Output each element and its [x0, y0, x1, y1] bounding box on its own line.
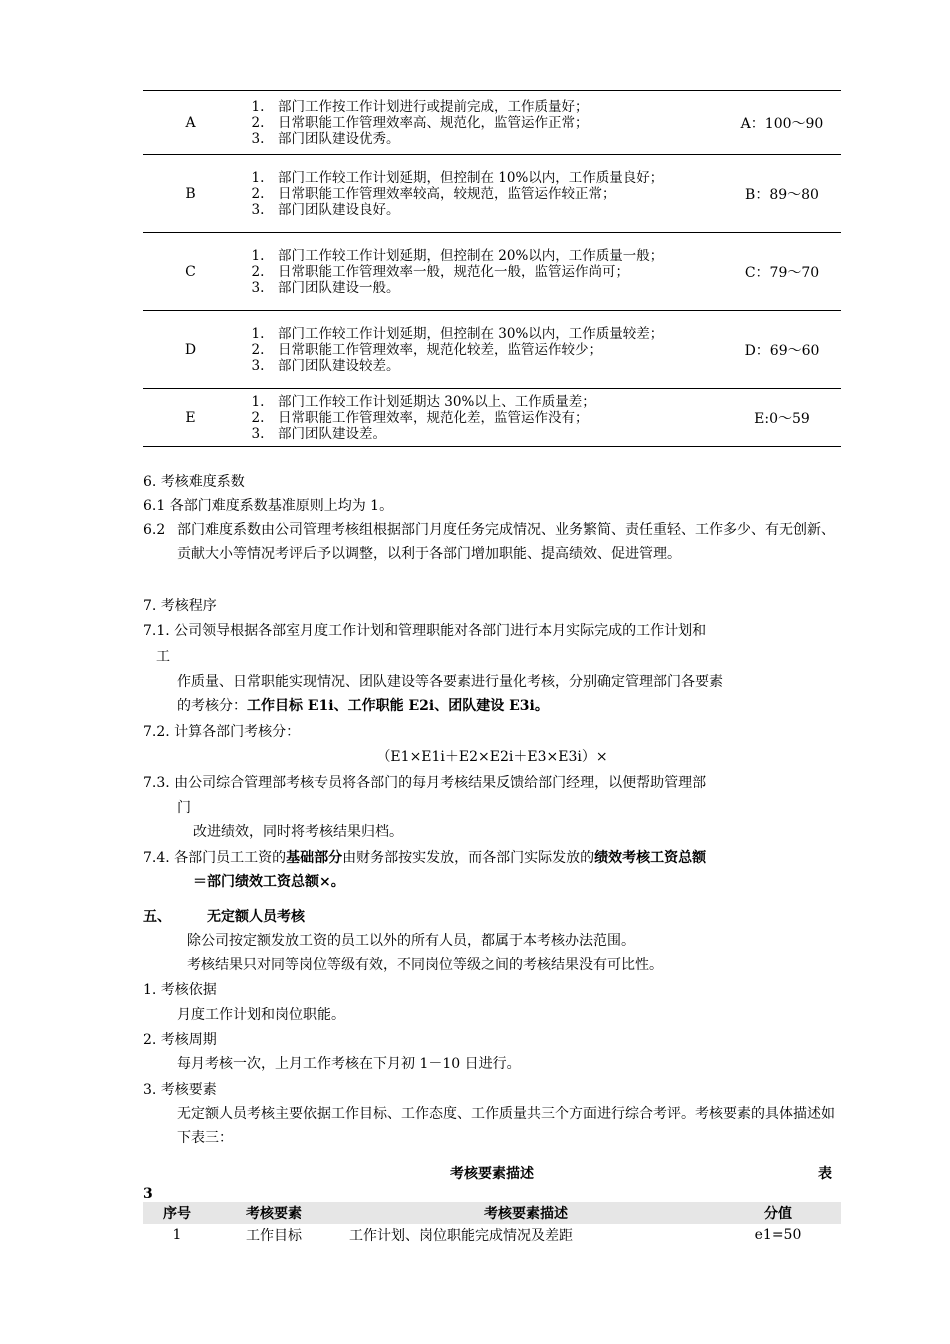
list-item: [238, 99, 723, 115]
sec7-title: 7. 考核程序: [143, 598, 217, 614]
item-number: 1.: [251, 393, 265, 410]
sec7-p4-b: ＝部门绩效工资总额×。: [193, 874, 345, 890]
grade-row: [143, 233, 841, 311]
item-number: 3.: [251, 279, 265, 296]
sec7-formula: （E1×E1i＋E2×E2i＋E3×E3i）×: [376, 749, 608, 765]
item-number: 3.: [251, 201, 265, 218]
grade-letter: B: [143, 155, 238, 233]
item-text: 部门工作较工作计划延期，但控制在 10%以内，工作质量良好；: [278, 169, 664, 186]
item-text: 部门团队建设一般。: [278, 279, 400, 296]
item-text: 部门团队建设优秀。: [278, 130, 400, 147]
item-text: 部门团队建设较差。: [278, 357, 400, 374]
sec5-i1-title: 1. 考核依据: [143, 982, 217, 998]
list-item: [238, 394, 723, 410]
sec5-i3-title: 3. 考核要素: [143, 1082, 217, 1098]
sec7-p1-a: 7.1. 公司领导根据各部室月度工作计划和管理职能对各部门进行本月实际完成的工作计划和: [143, 623, 707, 639]
table3-caption: 考核要素描述: [450, 1166, 534, 1182]
list-item: [238, 358, 723, 374]
list-item: [238, 115, 723, 131]
item-text: 日常职能工作管理效率较高，较规范，监管运作较正常；: [278, 185, 616, 202]
sec6-title: 6. 考核难度系数: [143, 474, 245, 490]
sec5-p2: 考核结果只对同等岗位等级有效，不同岗位等级之间的考核结果没有可比性。: [187, 957, 663, 973]
table3-cell: e1=50: [754, 1227, 802, 1243]
table3-header-cell: 序号: [143, 1202, 211, 1224]
grade-row: [143, 389, 841, 447]
grade-letter: E: [143, 389, 238, 447]
grade-items: [238, 311, 723, 389]
item-number: 1.: [251, 169, 265, 186]
list-item: [238, 131, 723, 147]
list-item: [238, 410, 723, 426]
item-number: 2.: [251, 114, 265, 131]
item-text: 日常职能工作管理效率高、规范化，监管运作正常；: [278, 114, 589, 131]
list-item: [238, 264, 723, 280]
grade-row: [143, 91, 841, 155]
list-item: [238, 248, 723, 264]
item-text: 部门工作较工作计划延期，但控制在 20%以内，工作质量一般；: [278, 247, 664, 264]
table3-cell: 工作目标: [246, 1228, 302, 1244]
list-item: [238, 170, 723, 186]
sec7-p1-d: 的考核分：工作目标 E1i、工作职能 E2i、团队建设 E3i。: [177, 698, 549, 714]
list-item: [238, 426, 723, 442]
item-number: 1.: [251, 325, 265, 342]
sec7-p3-c: 改进绩效，同时将考核结果归档。: [193, 824, 403, 840]
grade-items: [238, 233, 723, 311]
list-item: [238, 280, 723, 296]
item-number: 2.: [251, 341, 265, 358]
item-number: 1.: [251, 98, 265, 115]
table3-header: [143, 1202, 841, 1224]
sec5-i3-text: 无定额人员考核主要依据工作目标、工作态度、工作质量共三个方面进行综合考评。考核要素的具体描述如下表三：: [177, 1106, 835, 1146]
sec6-p2-text: 部门难度系数由公司管理考核组根据部门月度任务完成情况、业务繁简、责任重轻、工作多少、有无创新、贡献大小等情况考评后予以调整，以利于各部门增加职能、提高绩效、促进管理。: [177, 522, 835, 562]
item-number: 3.: [251, 130, 265, 147]
item-text: 部门工作较工作计划延期，但控制在 30%以内，工作质量较差；: [278, 325, 664, 342]
grade-score: E:0～59: [723, 389, 841, 447]
item-text: 部门工作较工作计划延期达 30%以上、工作质量差；: [278, 393, 596, 410]
item-number: 2.: [251, 185, 265, 202]
item-number: 3.: [251, 357, 265, 374]
grade-score: A：100～90: [723, 91, 841, 155]
grade-row: [143, 155, 841, 233]
grade-items: [238, 91, 723, 155]
sec7-p3-a: 7.3. 由公司综合管理部考核专员将各部门的每月考核结果反馈给部门经理，以便帮助管理部: [143, 775, 707, 791]
sec5-title: 五、 无定额人员考核: [143, 909, 305, 925]
sec7-p1-c: 作质量、日常职能实现情况、团队建设等各要素进行量化考核，分别确定管理部门各要素: [177, 674, 723, 690]
table3: [143, 1202, 841, 1246]
item-number: 3.: [251, 425, 265, 442]
table3-header-cell: 分值: [715, 1202, 841, 1224]
item-text: 日常职能工作管理效率，规范化差，监管运作没有；: [278, 409, 589, 426]
list-item: [238, 342, 723, 358]
table3-cell: 工作计划、岗位职能完成情况及差距: [349, 1228, 573, 1244]
table3-label-b: 3: [143, 1186, 153, 1202]
sec7-p3-b: 门: [177, 800, 191, 816]
table3-label-a: 表: [818, 1166, 832, 1182]
sec5-p1: 除公司按定额发放工资的员工以外的所有人员，都属于本考核办法范围。: [187, 933, 635, 949]
sec6-p1: 6.1 各部门难度系数基准原则上均为 1。: [143, 498, 394, 514]
grade-row: [143, 311, 841, 389]
table3-header-cell: 考核要素描述: [337, 1202, 715, 1224]
list-item: [238, 326, 723, 342]
sec7-p1-b: 工: [156, 649, 170, 665]
item-number: 2.: [251, 263, 265, 280]
grade-letter: A: [143, 91, 238, 155]
grade-score: D：69～60: [723, 311, 841, 389]
grade-score: B：89～80: [723, 155, 841, 233]
item-text: 日常职能工作管理效率，规范化较差，监管运作较少；: [278, 341, 602, 358]
sec7-p2: 7.2. 计算各部门考核分：: [143, 724, 301, 740]
sec7-p4-a: 7.4. 各部门员工工资的基础部分由财务部按实发放，而各部门实际发放的绩效考核工资总额: [143, 850, 707, 866]
sec6-p2-num: 6.2: [143, 522, 166, 538]
table3-header-cell: 考核要素: [211, 1202, 337, 1224]
list-item: [238, 186, 723, 202]
grade-score: C：79～70: [723, 233, 841, 311]
item-text: 部门团队建设良好。: [278, 201, 400, 218]
item-number: 1.: [251, 247, 265, 264]
list-item: [238, 202, 723, 218]
table-row: [143, 1224, 841, 1246]
grade-items: [238, 389, 723, 447]
item-text: 部门团队建设差。: [278, 425, 386, 442]
table3-cell: 1: [172, 1227, 182, 1243]
grade-table: [143, 90, 841, 447]
sec5-i1-text: 月度工作计划和岗位职能。: [177, 1007, 345, 1023]
grade-letter: C: [143, 233, 238, 311]
grade-items: [238, 155, 723, 233]
item-text: 部门工作按工作计划进行或提前完成，工作质量好；: [278, 98, 589, 115]
sec5-i2-title: 2. 考核周期: [143, 1032, 217, 1048]
item-text: 日常职能工作管理效率一般，规范化一般，监管运作尚可；: [278, 263, 629, 280]
sec5-i2-text: 每月考核一次，上月工作考核在下月初 1－10 日进行。: [177, 1056, 521, 1072]
item-number: 2.: [251, 409, 265, 426]
grade-letter: D: [143, 311, 238, 389]
